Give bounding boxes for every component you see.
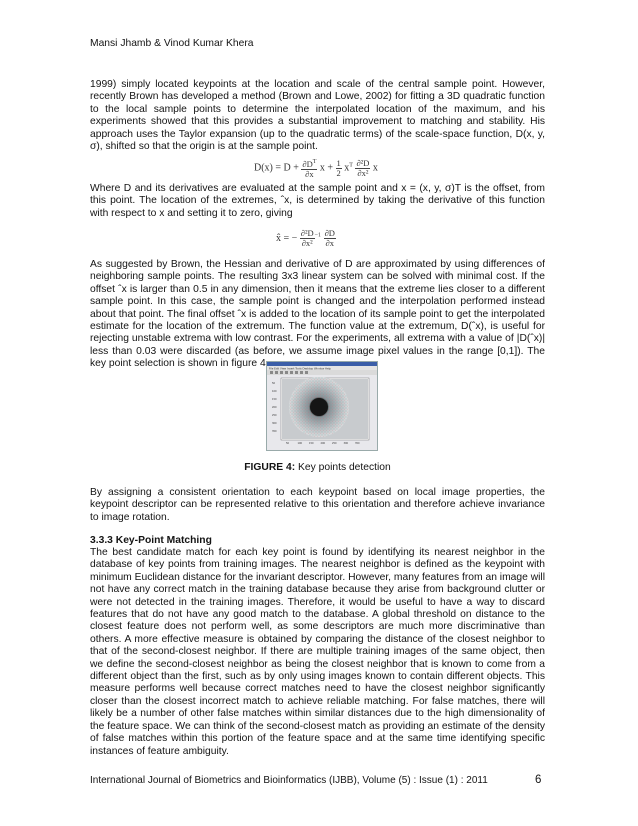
section-heading: 3.3.3 Key-Point Matching [90,535,212,546]
eq1-half-num: 1 [336,157,341,168]
y-tick-label: 100 [272,390,277,393]
x-axis-ticks [286,442,360,445]
y-tick-label: 300 [272,422,277,425]
eq2-lhs: x̂ = − [276,232,298,244]
paragraph-3: As suggested by Brown, the Hessian and derivative of D are approximated by using differences of neighboring sample points. The resulting 3x3 linear system can be solved with minimal cost. If the offset ˆx is larger than 0.5 in any dimension, then it means that the extreme lies closer to a different sample point. In this case, the sample point is changed and the interpolation performed instead about that point. The final offset ˆx is added to the location of its sample point to get the interpolated estimate for the location of the extremum. The function value at the extremum, D(ˆx), is useful for rejecting unstable extrema with low contrast. For the experiments, all extrema with a value of |D(ˆx)| less than 0.03 were discarded (as before, we assume image pixel values in the range [0,1]). The key point selection is shown in figure 4 [90,259,545,370]
y-tick-label: 200 [272,406,277,409]
eq1-num2: ∂²D [356,157,370,168]
journal-footer: International Journal of Biometrics and Bioinformatics (IJBB), Volume (5) : Issue (1) : 2011 [90,775,488,786]
x-tick-label: 350 [355,442,360,445]
page-number: 6 [535,774,542,786]
eq1-num1: ∂D [302,158,313,169]
eq1-mid: x + [319,162,334,174]
x-tick-label: 200 [320,442,326,445]
taylor-expansion-equation [254,158,378,179]
eq1-half-den: 2 [336,167,341,178]
eq2-gradient [324,229,336,248]
pupil [310,398,328,416]
x-tick-label: 300 [343,442,349,445]
eq2-num1: ∂²D [300,228,314,238]
x-tick-label: 150 [309,442,314,445]
eq1-den2: ∂x² [357,167,369,178]
eq1-xT: x [344,162,350,174]
paragraph-2: Where D and its derivatives are evaluated at the sample point and x = (x, y, σ)T is the offset, from this point. The location of the extremes, ˆx, is determined by taking the derivative of this function with respect to x and setting it to zero, giving [90,183,545,219]
eq1-half [336,159,342,178]
eq2-num2: ∂D [324,228,335,238]
x-tick-label: 50 [286,442,290,445]
x-tick-label: 250 [332,442,337,445]
eq1-first-derivative [301,158,317,179]
eq2-hessian [300,229,315,248]
eq2-den2: ∂x [325,238,334,248]
figure-caption-text: Key points detection [295,462,391,473]
eq1-xT-sup: T [349,162,353,169]
eq2-sup: −1 [314,232,322,239]
eq1-sup1: T [312,159,317,165]
menu-bar-labels: File Edit View Insert Tools Desktop Window Help [269,367,331,371]
y-tick-label: 50 [272,382,276,385]
paragraph-1: 1999) simply located keypoints at the location and scale of the central sample point. However, recently Brown has developed a method (Brown and Lowe, 2002) for fitting a 3D quadratic function to the local sample points to determine the interpolated location of the maximum, and his experiments showed that this provides a substantial improvement to matching and stability. His approach uses the Taylor expansion (up to the quadratic terms) of the scale-space function, D(x, y, σ), shifted so that the origin is at the sample point. [90,79,545,153]
running-header: Mansi Jhamb & Vinod Kumar Khera [90,38,254,49]
y-axis-ticks [272,382,277,433]
y-tick-label: 250 [272,414,277,417]
eq1-den1: ∂x [305,168,314,179]
figure-caption [90,462,545,473]
window-titlebar [267,362,377,366]
keypoints-figure-image [267,362,377,450]
paragraph-5: The best candidate match for each key point is found by identifying its nearest neighbor in the database of key points from training images. The nearest neighbor is defined as the keypoint with minimum Euclidean distance for the invariant descriptor. However, many features from an image will not have any correct match in the training database because they arise from background clutter or were not detected in the training images. Therefore, it would be useful to have a way to discard features that do not have any good match to the database. A global threshold on distance to the closest feature does not perform well, as some descriptors are much more discriminative than others. A more effective measure is obtained by comparing the distance of the closest neighbor to that of the second-closest neighbor. If there are multiple training images of the same object, then we define the second-closest neighbor as being the closest neighbor that is known to come from a different object than the first, such as by only using images known to contain different objects. This measure performs well because correct matches need to have the closest neighbor significantly closer than the closest incorrect match to achieve reliable matching. For false matches, there will likely be a number of other false matches within similar distances due to the high dimensionality of the feature space. We can think of the second-closest match as providing an estimate of the density of false matches within this portion of the feature space and at the same time identifying specific instances of feature ambiguity. [90,547,545,757]
eq2-den1: ∂x² [301,238,313,248]
figure-caption-label: FIGURE 4: [244,462,296,473]
paragraph-4: By assigning a consistent orientation to each keypoint based on local image properties, the keypoint descriptor can be represented relative to this orientation and therefore achieve invariance to image rotation. [90,487,545,523]
eq1-second-derivative [355,159,370,178]
toolbar [267,370,377,375]
keypoints-figure [266,361,378,451]
eq1-end: x [372,162,378,174]
y-tick-label: 150 [272,398,277,401]
x-tick-label: 100 [297,442,303,445]
extremum-offset-equation [276,229,336,248]
y-tick-label: 350 [272,430,277,433]
eq1-lhs: D(x) = D + [254,162,299,174]
